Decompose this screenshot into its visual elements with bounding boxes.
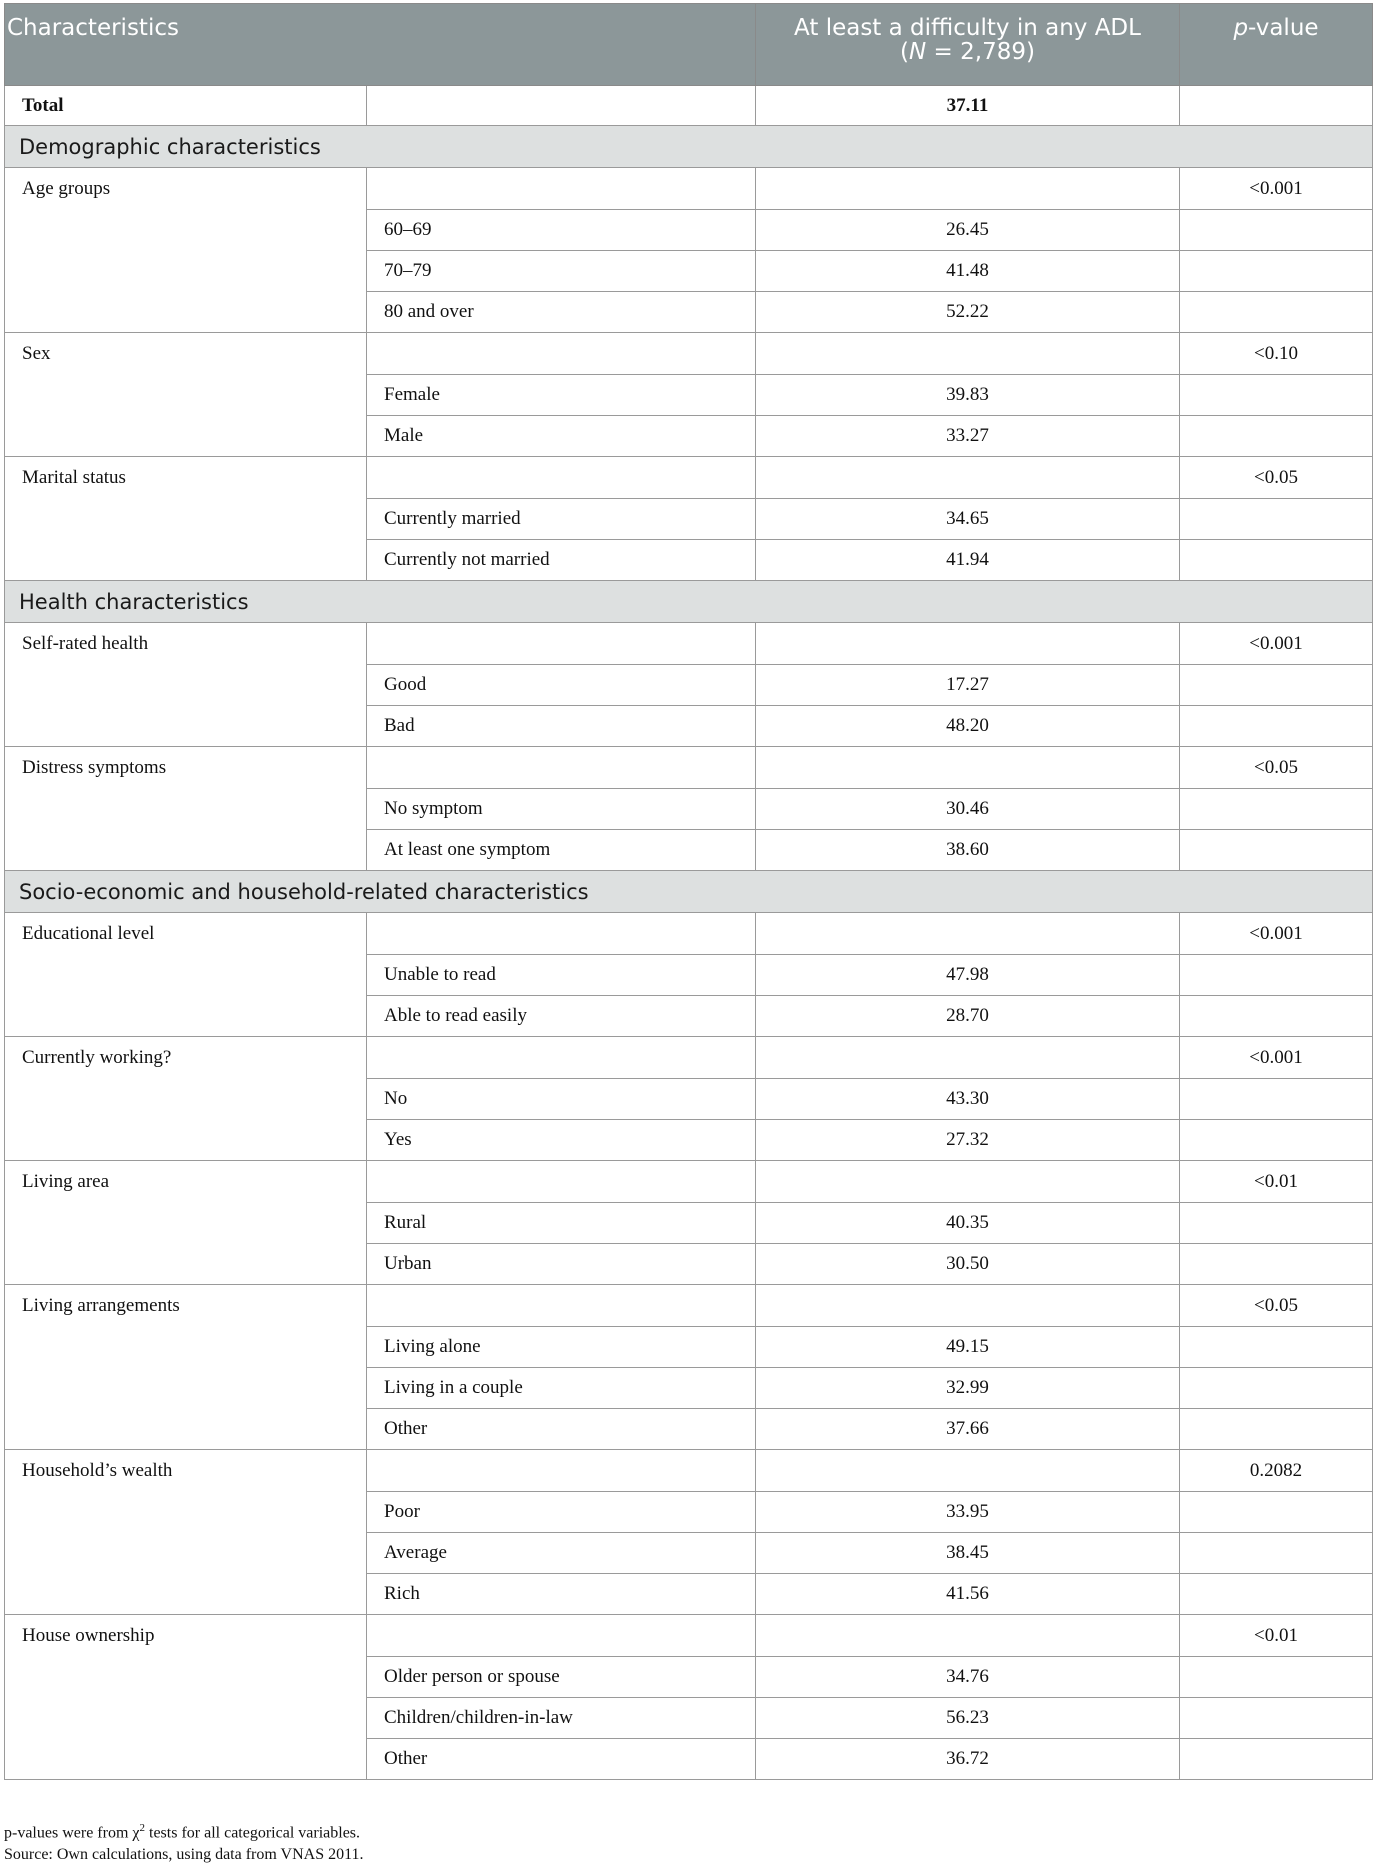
header-p-value: p-value	[1180, 4, 1373, 86]
category-value: 37.66	[756, 1409, 1180, 1450]
section-row	[5, 126, 1373, 168]
category-label: Living in a couple	[367, 1368, 756, 1409]
group-empty-value	[756, 747, 1180, 789]
header-adl-line2: (N = 2,789)	[900, 39, 1035, 65]
section-row	[5, 581, 1373, 623]
category-value: 30.50	[756, 1244, 1180, 1285]
group-empty-cell	[367, 1615, 756, 1657]
group-empty-cell	[367, 747, 756, 789]
category-value: 27.32	[756, 1120, 1180, 1161]
category-value: 36.72	[756, 1739, 1180, 1780]
category-p-cell	[1180, 789, 1373, 830]
category-p-cell	[1180, 292, 1373, 333]
category-value: 47.98	[756, 955, 1180, 996]
group-row	[5, 1615, 1373, 1657]
group-empty-cell	[367, 457, 756, 499]
total-p-cell	[1180, 86, 1373, 126]
group-p-value: <0.05	[1180, 1285, 1373, 1327]
category-label: Living alone	[367, 1327, 756, 1368]
category-label: Urban	[367, 1244, 756, 1285]
group-row	[5, 168, 1373, 210]
category-p-cell	[1180, 499, 1373, 540]
category-value: 39.83	[756, 375, 1180, 416]
category-p-cell	[1180, 830, 1373, 871]
results-table-container	[4, 3, 1372, 1780]
header-n-value: = 2,789)	[926, 39, 1035, 65]
category-p-cell	[1180, 665, 1373, 706]
group-empty-cell	[367, 623, 756, 665]
group-row	[5, 1285, 1373, 1327]
section-title: Socio-economic and household-related characteristics	[5, 871, 1373, 913]
group-empty-value	[756, 457, 1180, 499]
category-p-cell	[1180, 1203, 1373, 1244]
category-value: 33.95	[756, 1492, 1180, 1533]
category-value: 34.65	[756, 499, 1180, 540]
category-value: 52.22	[756, 292, 1180, 333]
category-p-cell	[1180, 1368, 1373, 1409]
category-label: Yes	[367, 1120, 756, 1161]
group-p-value: <0.01	[1180, 1615, 1373, 1657]
total-empty-cell	[367, 86, 756, 126]
category-value: 41.94	[756, 540, 1180, 581]
group-empty-value	[756, 1161, 1180, 1203]
category-label: Unable to read	[367, 955, 756, 996]
group-empty-value	[756, 333, 1180, 375]
category-label: Other	[367, 1409, 756, 1450]
group-p-value: <0.01	[1180, 1161, 1373, 1203]
category-p-cell	[1180, 1244, 1373, 1285]
category-label: Older person or spouse	[367, 1657, 756, 1698]
header-adl-line1: At least a difficulty in any ADL	[794, 15, 1141, 41]
category-value: 34.76	[756, 1657, 1180, 1698]
category-label: Good	[367, 665, 756, 706]
category-p-cell	[1180, 1120, 1373, 1161]
group-row	[5, 457, 1373, 499]
category-p-cell	[1180, 1533, 1373, 1574]
group-p-value: <0.001	[1180, 623, 1373, 665]
category-value: 38.45	[756, 1533, 1180, 1574]
category-label: Poor	[367, 1492, 756, 1533]
category-label: 70–79	[367, 251, 756, 292]
category-label: Average	[367, 1533, 756, 1574]
category-value: 40.35	[756, 1203, 1180, 1244]
adl-prevalence-table	[4, 3, 1373, 1780]
footnote-source: Source: Own calculations, using data from VNAS 2011.	[4, 1846, 364, 1863]
group-label: Currently working?	[5, 1037, 367, 1161]
category-p-cell	[1180, 1574, 1373, 1615]
group-p-value: <0.05	[1180, 457, 1373, 499]
header-n-symbol: N	[909, 39, 927, 65]
section-title: Health characteristics	[5, 581, 1373, 623]
group-empty-cell	[367, 333, 756, 375]
category-p-cell	[1180, 1739, 1373, 1780]
group-empty-cell	[367, 168, 756, 210]
group-empty-cell	[367, 1161, 756, 1203]
category-p-cell	[1180, 1409, 1373, 1450]
category-value: 48.20	[756, 706, 1180, 747]
category-value: 49.15	[756, 1327, 1180, 1368]
group-label: Living arrangements	[5, 1285, 367, 1450]
category-value: 38.60	[756, 830, 1180, 871]
category-p-cell	[1180, 251, 1373, 292]
header-adl-difficulty	[756, 4, 1180, 86]
group-empty-value	[756, 913, 1180, 955]
category-label: Bad	[367, 706, 756, 747]
category-p-cell	[1180, 1079, 1373, 1120]
group-label: Living area	[5, 1161, 367, 1285]
category-p-cell	[1180, 540, 1373, 581]
category-label: Other	[367, 1739, 756, 1780]
category-value: 43.30	[756, 1079, 1180, 1120]
group-row	[5, 747, 1373, 789]
category-label: No	[367, 1079, 756, 1120]
category-value: 41.48	[756, 251, 1180, 292]
group-label: House ownership	[5, 1615, 367, 1780]
category-value: 30.46	[756, 789, 1180, 830]
group-label: Distress symptoms	[5, 747, 367, 871]
category-label: Children/children-in-law	[367, 1698, 756, 1739]
category-value: 17.27	[756, 665, 1180, 706]
category-label: Able to read easily	[367, 996, 756, 1037]
group-empty-value	[756, 1037, 1180, 1079]
section-row	[5, 871, 1373, 913]
category-value: 41.56	[756, 1574, 1180, 1615]
group-row	[5, 333, 1373, 375]
total-value: 37.11	[756, 86, 1180, 126]
category-label: Rural	[367, 1203, 756, 1244]
category-value: 28.70	[756, 996, 1180, 1037]
group-empty-cell	[367, 1450, 756, 1492]
total-row	[5, 86, 1373, 126]
group-p-value: <0.05	[1180, 747, 1373, 789]
category-label: Female	[367, 375, 756, 416]
category-value: 26.45	[756, 210, 1180, 251]
group-row	[5, 1450, 1373, 1492]
group-label: Self-rated health	[5, 623, 367, 747]
category-label: Male	[367, 416, 756, 457]
group-empty-value	[756, 623, 1180, 665]
category-value: 32.99	[756, 1368, 1180, 1409]
group-empty-value	[756, 1615, 1180, 1657]
group-p-value: <0.001	[1180, 913, 1373, 955]
category-label: Currently not married	[367, 540, 756, 581]
group-empty-cell	[367, 1037, 756, 1079]
group-empty-value	[756, 1285, 1180, 1327]
table-header-row	[5, 4, 1373, 86]
table-body	[5, 86, 1373, 1780]
group-empty-value	[756, 168, 1180, 210]
category-label: 60–69	[367, 210, 756, 251]
group-label: Marital status	[5, 457, 367, 581]
group-label: Household’s wealth	[5, 1450, 367, 1615]
group-empty-cell	[367, 913, 756, 955]
header-characteristics: Characteristics	[5, 4, 756, 86]
category-label: Rich	[367, 1574, 756, 1615]
group-label: Sex	[5, 333, 367, 457]
category-p-cell	[1180, 1327, 1373, 1368]
category-p-cell	[1180, 1657, 1373, 1698]
group-empty-cell	[367, 1285, 756, 1327]
category-label: At least one symptom	[367, 830, 756, 871]
category-p-cell	[1180, 210, 1373, 251]
category-value: 33.27	[756, 416, 1180, 457]
group-label: Educational level	[5, 913, 367, 1037]
group-p-value: <0.001	[1180, 168, 1373, 210]
category-p-cell	[1180, 996, 1373, 1037]
category-label: No symptom	[367, 789, 756, 830]
category-p-cell	[1180, 416, 1373, 457]
category-p-cell	[1180, 955, 1373, 996]
category-p-cell	[1180, 1698, 1373, 1739]
category-p-cell	[1180, 1492, 1373, 1533]
group-row	[5, 1037, 1373, 1079]
group-empty-value	[756, 1450, 1180, 1492]
group-row	[5, 1161, 1373, 1203]
group-row	[5, 913, 1373, 955]
group-row	[5, 623, 1373, 665]
category-p-cell	[1180, 706, 1373, 747]
footnote-p-values: p-values were from $\chi^2$ tests for all categorical variables.	[4, 1822, 361, 1842]
category-value: 56.23	[756, 1698, 1180, 1739]
total-label: Total	[5, 86, 367, 126]
category-label: Currently married	[367, 499, 756, 540]
group-label: Age groups	[5, 168, 367, 333]
section-title: Demographic characteristics	[5, 126, 1373, 168]
group-p-value: <0.001	[1180, 1037, 1373, 1079]
category-label: 80 and over	[367, 292, 756, 333]
group-p-value: 0.2082	[1180, 1450, 1373, 1492]
group-p-value: <0.10	[1180, 333, 1373, 375]
category-p-cell	[1180, 375, 1373, 416]
